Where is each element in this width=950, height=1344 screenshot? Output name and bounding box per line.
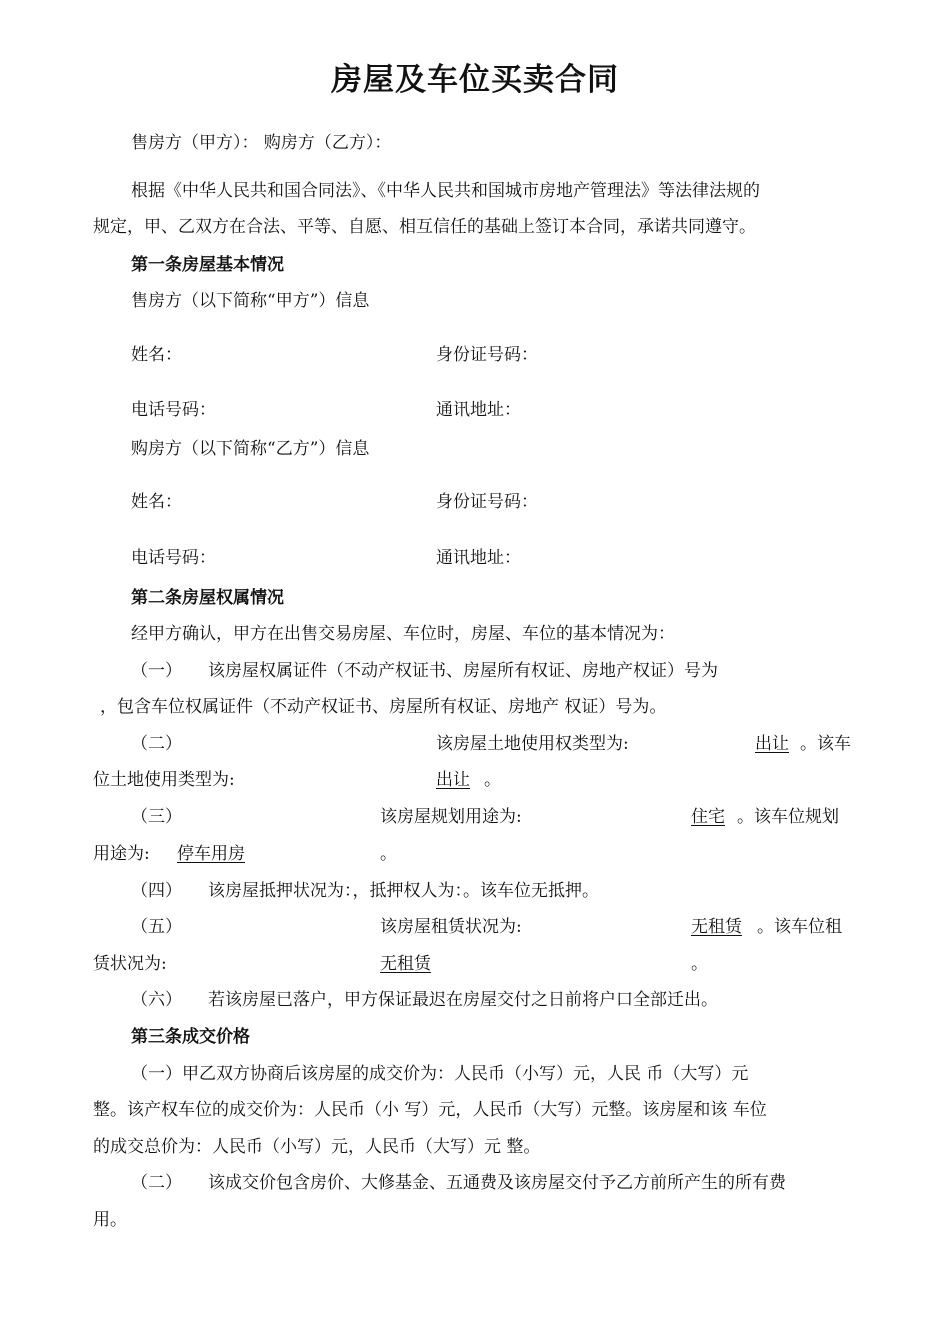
article-3-p1-line-3: 的成交总价为：人民币（小写）元，人民币（大写）元 整。: [93, 1137, 541, 1157]
item-6-text: 若该房屋已落户，甲方保证最迟在房屋交付之日前将户口全部迁出。: [208, 990, 718, 1010]
item-3-number: （三）: [131, 807, 182, 827]
article-3-p1-line-1: （一）甲乙双方协商后该房屋的成交价为：人民币（小写）元，人民 币（大写）元: [131, 1064, 749, 1084]
article-2-heading: 第二条房屋权属情况: [131, 588, 284, 608]
seller-phone-label: 电话号码：: [131, 400, 216, 420]
article-2-intro: 经甲方确认，甲方在出售交易房屋、车位时，房屋、车位的基本情况为：: [131, 624, 675, 644]
item-4-text: 该房屋抵押状况为：，抵押权人为：。该车位无抵押。: [208, 881, 599, 901]
buyer-info-label: 购房方（以下简称“乙方”）信息: [131, 439, 370, 459]
article-3-p2-line-2: 用。: [93, 1210, 127, 1230]
article-3-heading: 第三条成交价格: [131, 1027, 250, 1047]
item-4-number: （四）: [131, 881, 182, 901]
item-5-end: 。: [691, 954, 708, 974]
item-3-tail: 。该车位规划: [737, 807, 839, 827]
buyer-phone-label: 电话号码：: [131, 548, 216, 568]
item-1-continuation: ，包含车位权属证件（不动产权证书、房屋所有权证、房地产 权证）号为。: [100, 697, 667, 717]
item-2-value-2: 出让: [436, 770, 470, 790]
item-3-value: 住宅: [691, 807, 725, 827]
item-6-number: （六）: [131, 990, 182, 1010]
seller-id-label: 身份证号码：: [436, 345, 538, 365]
preamble-line-1: 根据《中华人民共和国合同法》、《中华人民共和国城市房地产管理法》等法律法规的: [131, 181, 760, 201]
article-1-heading: 第一条房屋基本情况: [131, 255, 284, 275]
item-5-value-2: 无租赁: [380, 954, 431, 974]
item-2-value: 出让: [755, 734, 789, 754]
article-3-p1-line-2: 整。该产权车位的成交价为：人民币（小 写）元，人民币（大写）元整。该房屋和该 车位: [93, 1100, 767, 1120]
item-1-text: 该房屋权属证件（不动产权证书、房屋所有权证、房地产权证）号为: [208, 661, 718, 681]
item-2-end: 。: [484, 770, 501, 790]
seller-name-label: 姓名：: [131, 345, 182, 365]
item-1-number: （一）: [131, 661, 182, 681]
item-5-tail: 。该车位租: [757, 917, 842, 937]
seller-address-label: 通讯地址：: [436, 400, 521, 420]
preamble-line-2: 规定，甲、乙双方在合法、平等、自愿、相互信任的基础上签订本合同，承诺共同遵守。: [93, 217, 756, 237]
item-5-label: 该房屋租赁状况为:: [380, 917, 522, 937]
item-2-tail: 。该车: [800, 734, 851, 754]
item-3-label: 该房屋规划用途为:: [380, 807, 522, 827]
seller-info-label: 售房方（以下简称“甲方”）信息: [131, 291, 370, 311]
item-3-continuation: 用途为:: [93, 844, 150, 864]
buyer-name-label: 姓名：: [131, 492, 182, 512]
item-5-number: （五）: [131, 917, 182, 937]
item-3-value-2: 停车用房: [177, 844, 245, 864]
parties-line: 售房方（甲方）： 购房方（乙方）：: [131, 133, 392, 153]
item-2-label: 该房屋土地使用权类型为:: [436, 734, 629, 754]
item-2-continuation: 位土地使用类型为:: [93, 770, 235, 790]
document-title: 房屋及车位买卖合同: [331, 62, 619, 98]
article-3-p2-line-1: 该成交价包含房价、大修基金、五通费及该房屋交付予乙方前所产生的所有费: [208, 1173, 786, 1193]
article-3-p2-number: （二）: [131, 1173, 182, 1193]
buyer-address-label: 通讯地址：: [436, 548, 521, 568]
item-2-number: （二）: [131, 734, 182, 754]
item-3-end: 。: [380, 844, 397, 864]
item-5-value: 无租赁: [691, 917, 742, 937]
buyer-id-label: 身份证号码：: [436, 492, 538, 512]
item-5-continuation: 赁状况为:: [93, 954, 167, 974]
